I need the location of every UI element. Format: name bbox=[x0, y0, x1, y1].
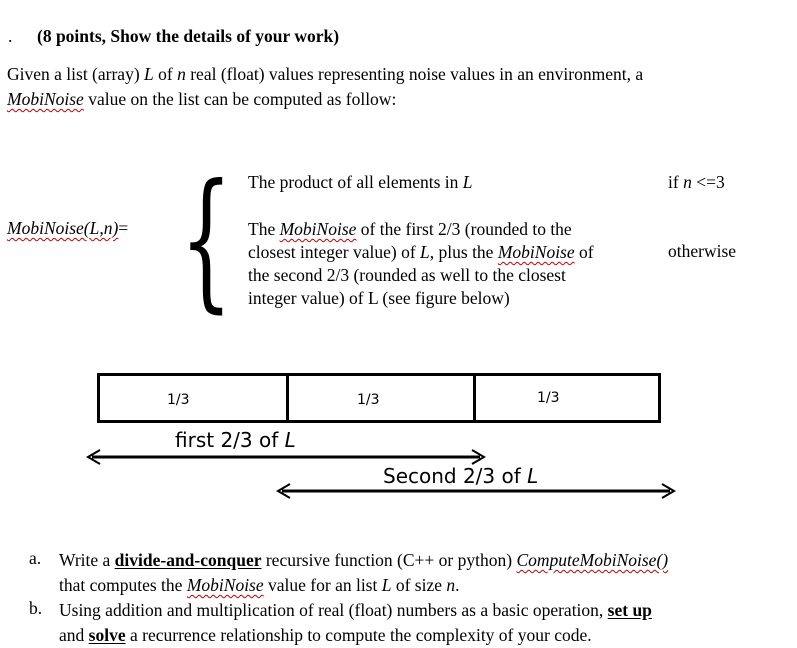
case-2-line-3: the second 2/3 (rounded as well to the closest bbox=[248, 265, 566, 285]
var-L: L bbox=[420, 242, 430, 262]
term-mobinoise: MobiNoise bbox=[279, 219, 357, 239]
intro-text: real (float) values representing noise values in an environment, a bbox=[185, 64, 644, 84]
case-2-segment: closest integer value) of bbox=[248, 242, 421, 262]
question-segment: . bbox=[455, 575, 460, 595]
question-segment: recursive function (C++ or python) bbox=[261, 550, 517, 570]
term-mobinoise: MobiNoise bbox=[186, 575, 264, 595]
function-signature: MobiNoise(L,n) bbox=[7, 218, 119, 238]
var-n: n bbox=[177, 64, 186, 84]
case-2-condition: otherwise bbox=[668, 241, 737, 261]
term-mobinoise: MobiNoise bbox=[497, 242, 575, 262]
left-brace-icon: { bbox=[180, 153, 233, 327]
equals-sign: = bbox=[118, 218, 129, 238]
var-n: n bbox=[446, 575, 456, 595]
case-2-line-4: integer value) of L (see figure below) bbox=[248, 288, 510, 308]
case-2-segment: of bbox=[574, 242, 594, 262]
var-L: L bbox=[381, 575, 392, 595]
question-segment: and bbox=[59, 625, 89, 645]
condition-rest: <=3 bbox=[691, 172, 725, 192]
var-n: n bbox=[683, 172, 692, 192]
case-2-segment: , plus the bbox=[429, 242, 498, 262]
case-1-label: The product of all elements in bbox=[248, 172, 463, 192]
term-mobinoise: MobiNoise bbox=[7, 89, 84, 109]
question-segment: a recurrence relationship to compute the complexity of your code. bbox=[125, 625, 592, 645]
question-segment: Write a bbox=[59, 550, 115, 570]
var-L: L bbox=[527, 464, 539, 488]
list-bullet: . bbox=[8, 26, 13, 46]
cell-label-3: 1/3 bbox=[537, 390, 560, 406]
question-segment: of size bbox=[391, 575, 447, 595]
intro-text: of bbox=[153, 64, 178, 84]
case-2-segment: of the first 2/3 (rounded to the bbox=[356, 219, 572, 239]
case-2-segment: The bbox=[248, 219, 280, 239]
question-segment: Using addition and multiplication of real (float) numbers as a basic operation, bbox=[59, 600, 608, 620]
condition-if: if bbox=[668, 172, 684, 192]
question-b-line-1 bbox=[59, 598, 652, 623]
question-a bbox=[59, 548, 668, 598]
question-b bbox=[59, 598, 652, 648]
question-a-line-1 bbox=[59, 548, 668, 573]
term-divide-and-conquer: divide-and-conquer bbox=[114, 550, 262, 570]
function-name: ComputeMobiNoise() bbox=[516, 550, 669, 570]
question-segment: that computes the bbox=[59, 575, 187, 595]
question-a-marker: a. bbox=[29, 548, 42, 568]
cell-label-2: 1/3 bbox=[357, 392, 380, 408]
question-a-line-2 bbox=[59, 573, 668, 598]
intro-text: value on the list can be computed as follow: bbox=[83, 89, 397, 109]
intro-text: Given a list (array) bbox=[7, 64, 145, 84]
term-set-up: set up bbox=[607, 600, 652, 620]
question-segment: value for an list bbox=[263, 575, 382, 595]
var-L: L bbox=[144, 64, 154, 84]
label-text: Second 2/3 of bbox=[383, 464, 528, 488]
label-text: first 2/3 of bbox=[175, 428, 285, 452]
var-L: L bbox=[284, 428, 296, 452]
second-range-arrow-icon bbox=[278, 484, 674, 498]
question-b-marker: b. bbox=[29, 598, 43, 618]
term-solve: solve bbox=[88, 625, 126, 645]
question-b-line-2 bbox=[59, 623, 652, 648]
first-range-arrow-icon bbox=[88, 450, 484, 464]
cell-label-1: 1/3 bbox=[167, 392, 190, 408]
var-L: L bbox=[462, 172, 473, 192]
problem-header: (8 points, Show the details of your work) bbox=[37, 26, 340, 46]
